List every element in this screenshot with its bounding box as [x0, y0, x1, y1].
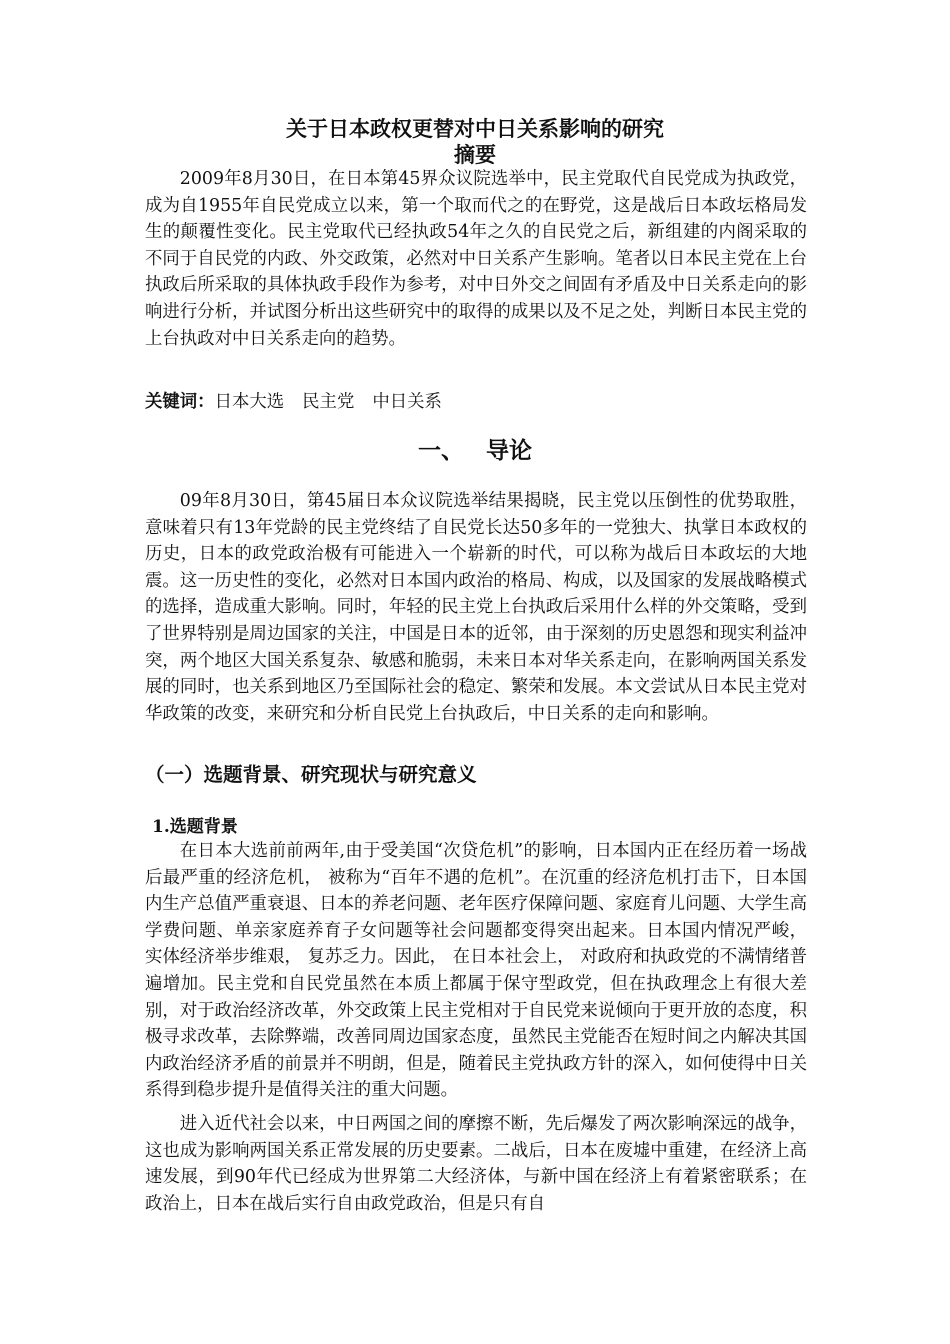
keywords-label: 关键词：	[145, 392, 215, 412]
abstract-paragraph: 2009年8月30日，在日本第45界众议院选举中，民主党取代自民党成为执政党，成为自1955年自民党成立以来，第一个取而代之的在野党，这是战后日本政坛格局发生的颠覆性变化。民主党取代已经执政54年之久的自民党之后，新组建的内阁采取的不同于自民党的内政、外交政策，必然对中日关系产生影响。笔者以日本民主党在上台执政后所采取的具体执政手段作为参考，对中日外交之间固有矛盾及中日关系走向的影响进行分析，并试图分析出这些研究中的取得的成果以及不足之处，判断日本民主党的上台执政对中日关系走向的趋势。	[145, 169, 807, 349]
section-number: 一、	[418, 438, 464, 464]
background-paragraph-1: 在日本大选前前两年,由于受美国“次贷危机”的影响，日本国内正在经历着一场战后最严重的经济危机， 被称为“百年不遇的危机”。在沉重的经济危机打击下，日本国内生产总值严重衰退、日本的养老问题、老年医疗保障问题、家庭育儿问题、大学生高学费问题、单亲家庭养育子女问题等社会问题都变得突出起来。日本国内情况严峻， 实体经济举步维艰， 复苏乏力。因此， 在日本社会上， 对政府和执政党的不满情绪普遍增加。民主党和自民党虽然在本质上都属于保守型政党，但在执政理念上有很大差别，对于政治经济改革，外交政策上民主党相对于自民党来说倾向于更开放的态度，积极寻求改革，去除弊端，改善同周边国家态度，虽然民主党能否在短时间之内解决其国内政治经济矛盾的前景并不明朗，但是，随着民主党执政方针的深入，如何使得中日关系得到稳步提升是值得关注的重大问题。	[145, 841, 807, 1101]
background-paragraph-2: 进入近代社会以来，中日两国之间的摩擦不断，先后爆发了两次影响深远的战争，这也成为影响两国关系正常发展的历史要素。二战后，日本在废墟中重建，在经济上高速发展，到90年代已经成为世界第二大经济体，与新中国在经济上有着紧密联系；在政治上，日本在战后实行自由政党政治，但是只有自	[145, 1114, 807, 1214]
section-heading	[0, 436, 950, 466]
subsubsection-heading: 1.选题背景	[152, 817, 238, 837]
intro-paragraph: 09年8月30日，第45届日本众议院选举结果揭晓，民主党以压倒性的优势取胜，意味着只有13年党龄的民主党终结了自民党长达50多年的一党独大、执掌日本政权的历史，日本的政党政治极有可能进入一个崭新的时代，可以称为战后日本政坛的大地震。这一历史性的变化，必然对日本国内政治的格局、构成，以及国家的发展战略模式的选择，造成重大影响。同时，年轻的民主党上台执政后采用什么样的外交策略，受到了世界特别是周边国家的关注，中国是日本的近邻，由于深刻的历史恩怨和现实利益冲突，两个地区大国关系复杂、敏感和脆弱，未来日本对华关系走向，在影响两国关系发展的同时，也关系到地区乃至国际社会的稳定、繁荣和发展。本文尝试从日本民主党对华政策的改变，来研究和分析自民党上台执政后，中日关系的走向和影响。	[145, 491, 807, 724]
keyword-item: 民主党	[302, 392, 355, 412]
keywords-line	[145, 389, 807, 415]
abstract-heading: 摘要	[454, 143, 496, 167]
keyword-item: 日本大选	[214, 392, 285, 412]
keyword-item: 中日关系	[372, 392, 442, 412]
subsection-heading: （一）选题背景、研究现状与研究意义	[145, 763, 477, 786]
document-title: 关于日本政权更替对中日关系影响的研究	[286, 117, 664, 141]
section-title: 导论	[486, 438, 532, 464]
